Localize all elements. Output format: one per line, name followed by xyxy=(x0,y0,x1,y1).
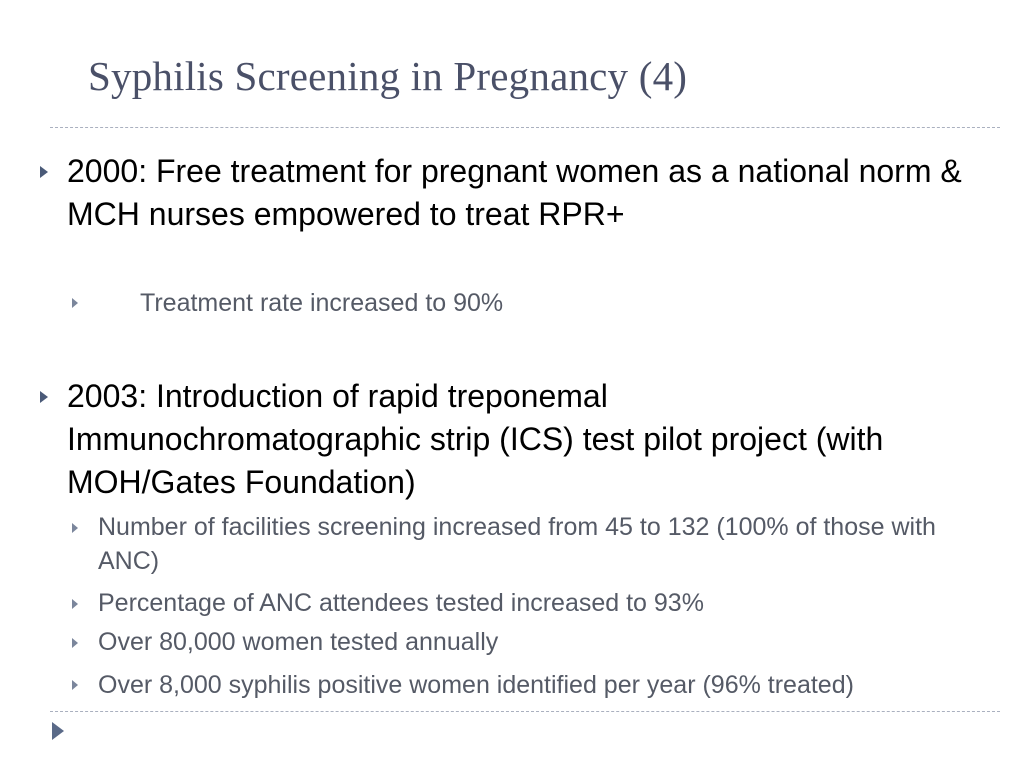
corner-arrow-icon xyxy=(52,722,64,740)
sub-bullet-arrow-icon xyxy=(72,680,78,690)
sub-bullet-text: Percentage of ANC attendees tested increased to 93% xyxy=(98,589,704,617)
sub-bullet-arrow-icon xyxy=(72,599,78,609)
bullet-arrow-icon xyxy=(40,166,48,178)
bullet-arrow-icon xyxy=(40,391,48,403)
footer-divider xyxy=(50,711,1000,712)
sub-bullet-arrow-icon xyxy=(72,298,78,308)
sub-bullet-text: Over 8,000 syphilis positive women identified per year (96% treated) xyxy=(98,671,854,699)
sub-bullet-text: Number of facilities screening increased from 45 to 132 (100% of those with ANC) xyxy=(98,513,936,575)
slide-title: Syphilis Screening in Pregnancy (4) xyxy=(88,53,688,99)
title-divider xyxy=(50,127,1000,128)
sub-bullet-text: Treatment rate increased to 90% xyxy=(140,289,504,317)
bullet-text: 2000: Free treatment for pregnant women as a national norm & MCH nurses empowered to treat RPR+ xyxy=(67,153,962,232)
sub-bullet-arrow-icon xyxy=(72,638,78,648)
sub-bullet-arrow-icon xyxy=(72,523,78,533)
sub-bullet-text: Over 80,000 women tested annually xyxy=(98,628,499,656)
bullet-text: 2003: Introduction of rapid treponemal Immunochromatographic strip (ICS) test pilot project (with MOH/Gates Foundation) xyxy=(67,378,884,500)
